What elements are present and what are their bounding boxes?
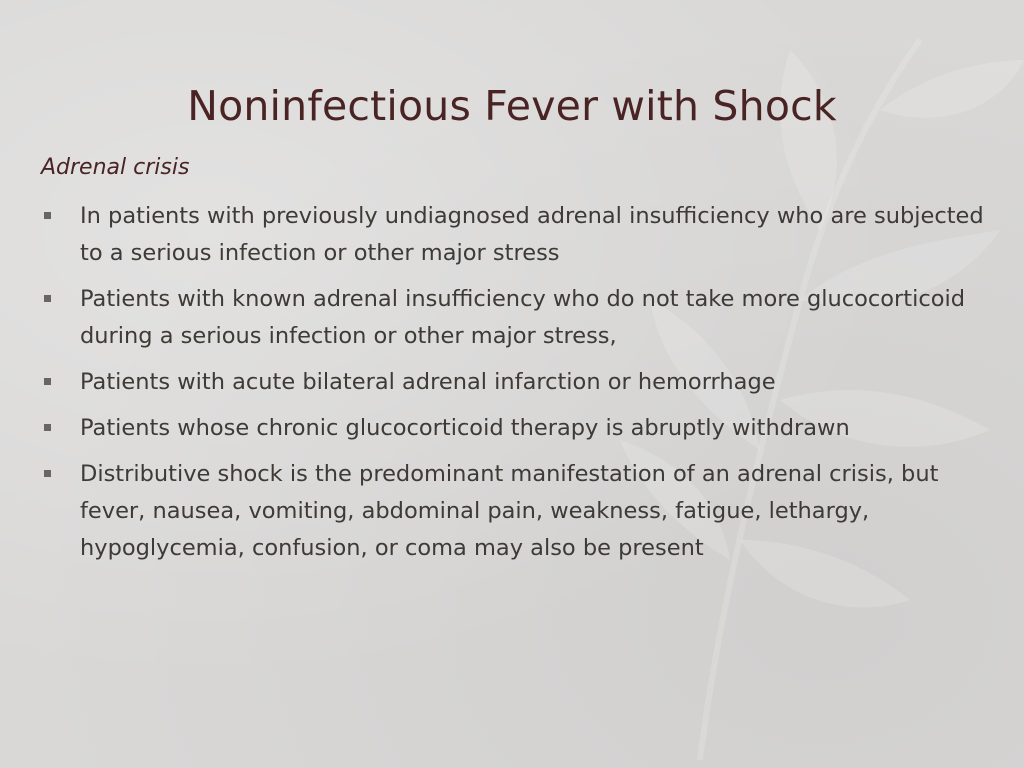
bullet-item	[0, 456, 1024, 567]
square-bullet-icon	[44, 424, 51, 431]
bullet-text: Patients whose chronic glucocorticoid therapy is abruptly withdrawn	[80, 415, 850, 441]
square-bullet-icon	[44, 470, 51, 477]
bullet-item	[0, 198, 1024, 272]
bullet-text: Distributive shock is the predominant manifestation of an adrenal crisis, but fever, nausea, vomiting, abdominal pain, weakness, fatigue, lethargy, hypoglycemia, confusion, or coma may also be present	[80, 461, 939, 561]
bullet-text: In patients with previously undiagnosed adrenal insufficiency who are subjected to a serious infection or other major stress	[80, 203, 984, 266]
slide-title: Noninfectious Fever with Shock	[187, 82, 837, 130]
bullet-text: Patients with acute bilateral adrenal infarction or hemorrhage	[80, 369, 776, 395]
bullet-text: Patients with known adrenal insufficiency who do not take more glucocorticoid during a serious infection or other major stress,	[80, 286, 966, 349]
bullet-item	[0, 281, 1024, 355]
square-bullet-icon	[44, 295, 51, 302]
bullet-item	[0, 410, 1024, 447]
bullet-item	[0, 364, 1024, 401]
square-bullet-icon	[44, 378, 51, 385]
square-bullet-icon	[44, 212, 51, 219]
slide-subtitle: Adrenal crisis	[41, 155, 190, 180]
bullet-list	[0, 198, 1024, 576]
